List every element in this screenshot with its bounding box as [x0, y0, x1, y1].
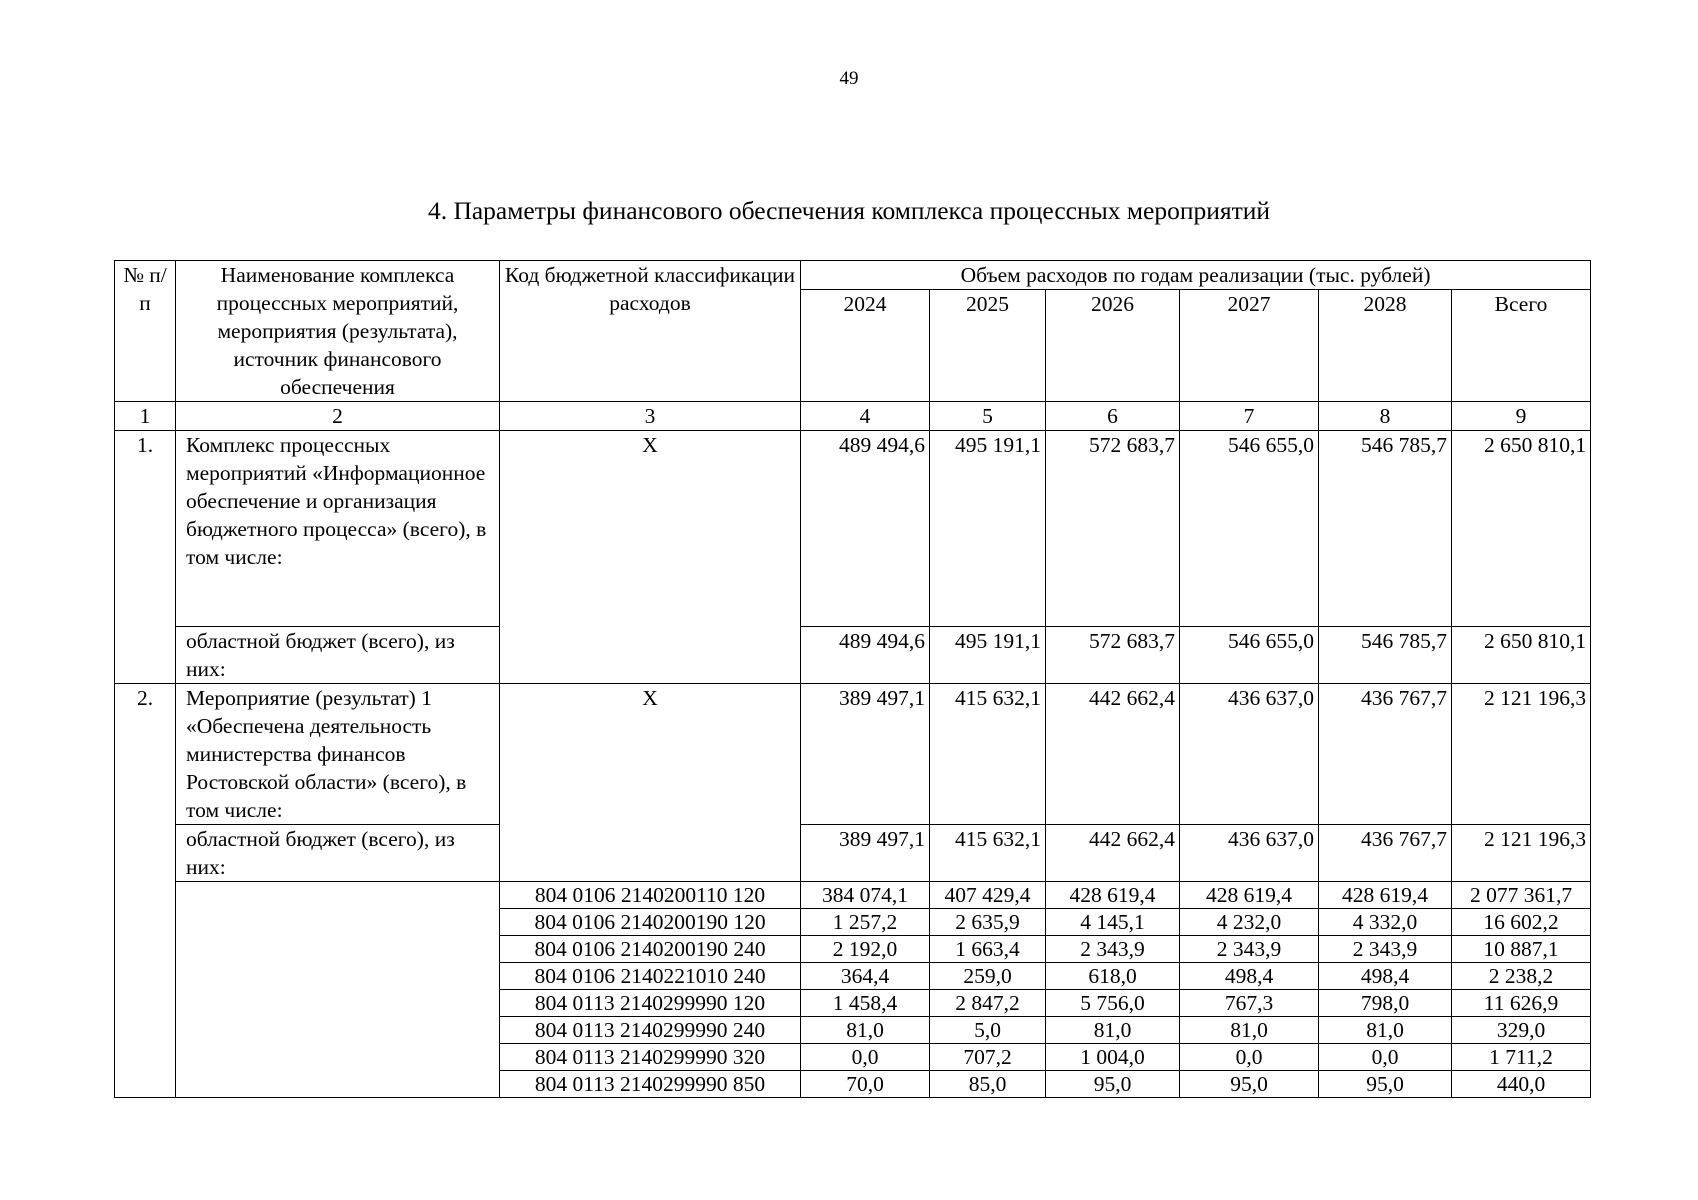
value-cell: 0,0: [1180, 1044, 1319, 1071]
budget-code: 804 0113 2140299990 320: [500, 1044, 801, 1071]
financing-table: [114, 260, 1591, 1098]
value-cell: 2 121 196,3: [1452, 684, 1591, 825]
value-cell: 2 343,9: [1319, 936, 1452, 963]
column-number: 1: [115, 402, 176, 431]
column-number: 6: [1046, 402, 1180, 431]
column-number: 5: [930, 402, 1046, 431]
value-cell: 364,4: [801, 963, 930, 990]
value-cell: 767,3: [1180, 990, 1319, 1017]
value-cell: 440,0: [1452, 1071, 1591, 1098]
value-cell: 498,4: [1319, 963, 1452, 990]
header-row-main: [115, 261, 1591, 290]
budget-code: 804 0113 2140299990 850: [500, 1071, 801, 1098]
column-number: 4: [801, 402, 930, 431]
column-numbers-row: [115, 402, 1591, 431]
value-cell: 70,0: [801, 1071, 930, 1098]
value-cell: 572 683,7: [1046, 627, 1180, 684]
value-cell: 428 619,4: [1180, 882, 1319, 909]
value-cell: 16 602,2: [1452, 909, 1591, 936]
value-cell: 436 767,7: [1319, 684, 1452, 825]
value-cell: 428 619,4: [1319, 882, 1452, 909]
value-cell: 1 004,0: [1046, 1044, 1180, 1071]
value-cell: 10 887,1: [1452, 936, 1591, 963]
table-row: [115, 431, 1591, 627]
value-cell: 1 257,2: [801, 909, 930, 936]
value-cell: 11 626,9: [1452, 990, 1591, 1017]
value-cell: 4 332,0: [1319, 909, 1452, 936]
value-cell: 4 145,1: [1046, 909, 1180, 936]
value-cell: 2 343,9: [1046, 936, 1180, 963]
header-col-volume: Объем расходов по годам реализации (тыс. рублей): [801, 261, 1591, 290]
value-cell: 1 663,4: [930, 936, 1046, 963]
value-cell: 495 191,1: [930, 627, 1046, 684]
table-row: [115, 825, 1591, 882]
value-cell: 2 192,0: [801, 936, 930, 963]
row-number: 1.: [115, 431, 176, 684]
value-cell: 5 756,0: [1046, 990, 1180, 1017]
code-row: [115, 882, 1591, 909]
value-cell: 2 077 361,7: [1452, 882, 1591, 909]
value-cell: 415 632,1: [930, 825, 1046, 882]
header-total: Всего: [1452, 290, 1591, 402]
column-number: 9: [1452, 402, 1591, 431]
value-cell: 2 121 196,3: [1452, 825, 1591, 882]
row-number: 2.: [115, 684, 176, 1098]
header-year: 2025: [930, 290, 1046, 402]
value-cell: 489 494,6: [801, 431, 930, 627]
value-cell: 2 650 810,1: [1452, 627, 1591, 684]
value-cell: 2 650 810,1: [1452, 431, 1591, 627]
value-cell: 546 655,0: [1180, 627, 1319, 684]
value-cell: 384 074,1: [801, 882, 930, 909]
value-cell: 0,0: [801, 1044, 930, 1071]
row-name: Мероприятие (результат) 1 «Обеспечена деятельность министерства финансов Ростовской области» (всего), в том числе:: [176, 684, 500, 825]
row-name: Комплекс процессных мероприятий «Информационное обеспечение и организация бюджетного процесса» (всего), в том числе:: [176, 431, 500, 627]
value-cell: 4 232,0: [1180, 909, 1319, 936]
value-cell: 707,2: [930, 1044, 1046, 1071]
header-year: 2024: [801, 290, 930, 402]
value-cell: 81,0: [801, 1017, 930, 1044]
row-subname: областной бюджет (всего), из них:: [176, 627, 500, 684]
column-number: 8: [1319, 402, 1452, 431]
value-cell: 618,0: [1046, 963, 1180, 990]
value-cell: 1 458,4: [801, 990, 930, 1017]
row-subname: областной бюджет (всего), из них:: [176, 825, 500, 882]
row-code: X: [500, 684, 801, 882]
value-cell: 95,0: [1046, 1071, 1180, 1098]
header-year: 2026: [1046, 290, 1180, 402]
budget-code: 804 0106 2140200190 120: [500, 909, 801, 936]
value-cell: 442 662,4: [1046, 825, 1180, 882]
header-col-code: Код бюджетной классификации расходов: [500, 261, 801, 402]
value-cell: 2 635,9: [930, 909, 1046, 936]
header-col-num: № п/п: [115, 261, 176, 402]
row-code: X: [500, 431, 801, 684]
empty-name-cell: [176, 882, 500, 1098]
value-cell: 95,0: [1180, 1071, 1319, 1098]
page-number: 49: [839, 68, 859, 89]
value-cell: 81,0: [1319, 1017, 1452, 1044]
value-cell: 407 429,4: [930, 882, 1046, 909]
value-cell: 389 497,1: [801, 684, 930, 825]
header-year: 2028: [1319, 290, 1452, 402]
column-number: 7: [1180, 402, 1319, 431]
budget-code: 804 0106 2140200110 120: [500, 882, 801, 909]
value-cell: 259,0: [930, 963, 1046, 990]
value-cell: 572 683,7: [1046, 431, 1180, 627]
value-cell: 442 662,4: [1046, 684, 1180, 825]
value-cell: 81,0: [1180, 1017, 1319, 1044]
budget-code: 804 0106 2140221010 240: [500, 963, 801, 990]
header-col-name: Наименование комплекса процессных мероприятий, мероприятия (результата), источник финансового обеспечения: [176, 261, 500, 402]
value-cell: 85,0: [930, 1071, 1046, 1098]
value-cell: 498,4: [1180, 963, 1319, 990]
document-title: 4. Параметры финансового обеспечения комплекса процессных мероприятий: [427, 196, 1271, 225]
value-cell: 798,0: [1319, 990, 1452, 1017]
value-cell: 546 785,7: [1319, 627, 1452, 684]
value-cell: 81,0: [1046, 1017, 1180, 1044]
value-cell: 95,0: [1319, 1071, 1452, 1098]
value-cell: 436 637,0: [1180, 825, 1319, 882]
value-cell: 436 637,0: [1180, 684, 1319, 825]
value-cell: 428 619,4: [1046, 882, 1180, 909]
table-row: [115, 627, 1591, 684]
value-cell: 389 497,1: [801, 825, 930, 882]
column-number: 3: [500, 402, 801, 431]
value-cell: 2 343,9: [1180, 936, 1319, 963]
column-number: 2: [176, 402, 500, 431]
value-cell: 329,0: [1452, 1017, 1591, 1044]
budget-code: 804 0113 2140299990 120: [500, 990, 801, 1017]
value-cell: 2 847,2: [930, 990, 1046, 1017]
value-cell: 1 711,2: [1452, 1044, 1591, 1071]
value-cell: 495 191,1: [930, 431, 1046, 627]
value-cell: 436 767,7: [1319, 825, 1452, 882]
budget-code: 804 0106 2140200190 240: [500, 936, 801, 963]
value-cell: 546 785,7: [1319, 431, 1452, 627]
value-cell: 2 238,2: [1452, 963, 1591, 990]
value-cell: 415 632,1: [930, 684, 1046, 825]
budget-code: 804 0113 2140299990 240: [500, 1017, 801, 1044]
value-cell: 546 655,0: [1180, 431, 1319, 627]
header-year: 2027: [1180, 290, 1319, 402]
value-cell: 5,0: [930, 1017, 1046, 1044]
table-row: [115, 684, 1591, 825]
value-cell: 0,0: [1319, 1044, 1452, 1071]
value-cell: 489 494,6: [801, 627, 930, 684]
